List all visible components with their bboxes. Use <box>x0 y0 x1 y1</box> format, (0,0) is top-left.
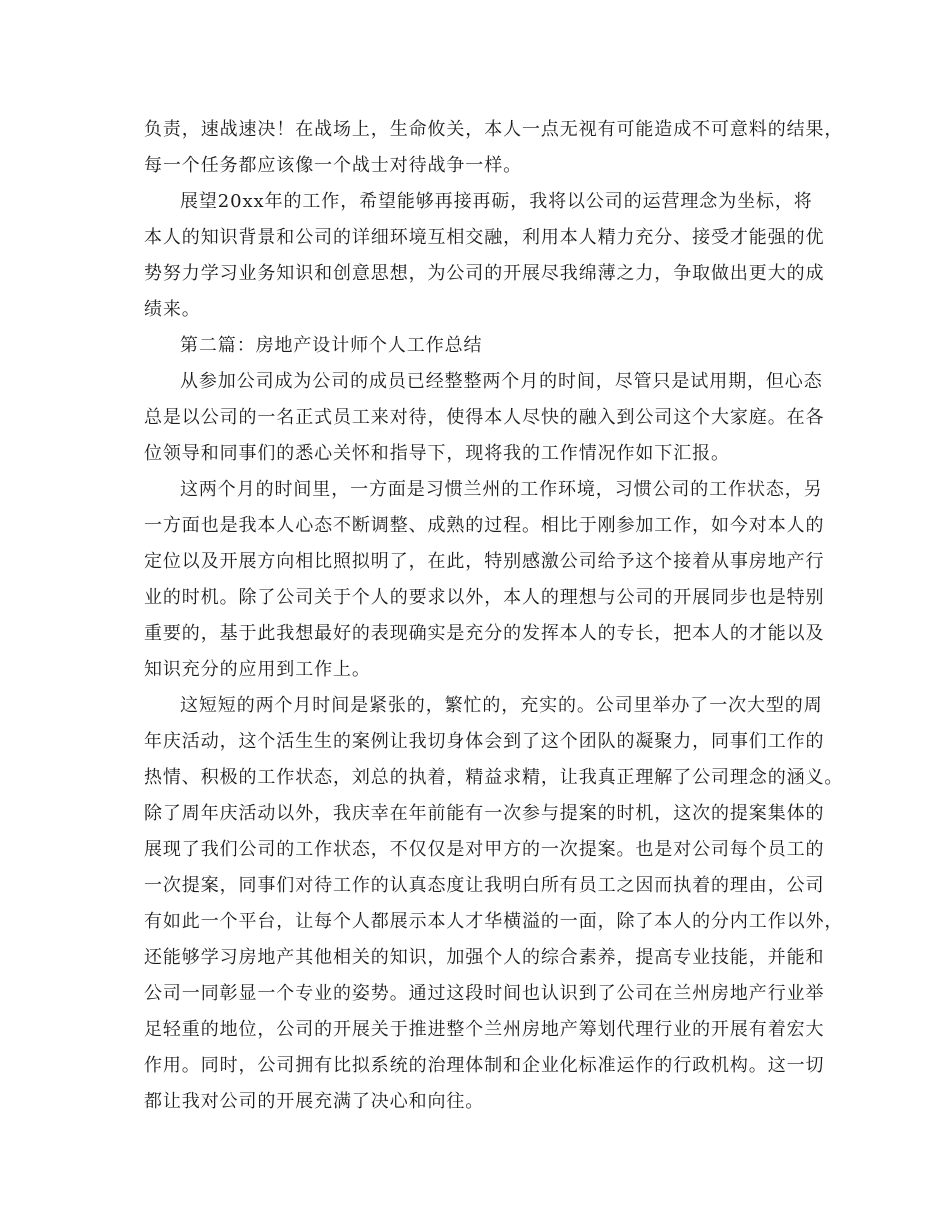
text-line: 都让我对公司的开展充满了决心和向往。 <box>144 1091 485 1112</box>
text-line: 作用。同时，公司拥有比拟系统的治理体制和企业化标准运作的行政机构。这一切 <box>144 1055 825 1076</box>
text-line: 每一个任务都应该像一个战士对待战争一样。 <box>144 155 522 176</box>
text-line: 有如此一个平台，让每个人都展示本人才华横溢的一面，除了本人的分内工作以外， <box>144 911 844 932</box>
text-line: 除了周年庆活动以外，我庆幸在年前能有一次参与提案的时机，这次的提案集体的 <box>144 803 825 824</box>
text-line: 从参加公司成为公司的成员已经整整两个月的时间，尽管只是试用期，但心态 <box>180 371 823 392</box>
text-line: 知识充分的应用到工作上。 <box>144 659 371 680</box>
text-line: 还能够学习房地产其他相关的知识，加强个人的综合素养，提高专业技能，并能和 <box>144 947 825 968</box>
text-line: 展望20xx年的工作，希望能够再接再砺，我将以公司的运营理念为坐标，将 <box>180 191 813 212</box>
text-line: 重要的，基于此我想最好的表现确实是充分的发挥本人的专长，把本人的才能以及 <box>144 623 825 644</box>
text-line: 这短短的两个月时间是紧张的，繁忙的，充实的。公司里举办了一次大型的周 <box>180 695 823 716</box>
text-line: 年庆活动，这个活生生的案例让我切身体会到了这个团队的凝聚力，同事们工作的 <box>144 731 825 752</box>
text-line: 本人的知识背景和公司的详细环境互相交融，利用本人精力充分、接受才能强的优 <box>144 227 825 248</box>
text-line: 第二篇：房地产设计师个人工作总结 <box>180 335 483 356</box>
text-line: 展现了我们公司的工作状态，不仅仅是对甲方的一次提案。也是对公司每个员工的 <box>144 839 825 860</box>
text-line: 足轻重的地位，公司的开展关于推进整个兰州房地产筹划代理行业的开展有着宏大 <box>144 1019 825 1040</box>
document-body <box>144 112 844 1120</box>
text-line: 热情、积极的工作状态，刘总的执着，精益求精，让我真正理解了公司理念的涵义。 <box>144 767 844 788</box>
text-line: 这两个月的时间里，一方面是习惯兰州的工作环境，习惯公司的工作状态，另 <box>180 479 823 500</box>
text-line: 负责，速战速决！在战场上，生命攸关，本人一点无视有可能造成不可意料的结果， <box>144 119 844 140</box>
text-line: 一次提案，同事们对待工作的认真态度让我明白所有员工之因而执着的理由，公司 <box>144 875 825 896</box>
text-line: 总是以公司的一名正式员工来对待，使得本人尽快的融入到公司这个大家庭。在各 <box>144 407 825 428</box>
text-line: 定位以及开展方向相比照拟明了，在此，特别感激公司给予这个接着从事房地产行 <box>144 551 825 572</box>
text-line: 业的时机。除了公司关于个人的要求以外，本人的理想与公司的开展同步也是特别 <box>144 587 825 608</box>
text-line: 位领导和同事们的悉心关怀和指导下，现将我的工作情况作如下汇报。 <box>144 443 730 464</box>
text-line: 公司一同彰显一个专业的姿势。通过这段时间也认识到了公司在兰州房地产行业举 <box>144 983 825 1004</box>
text-line: 一方面也是我本人心态不断调整、成熟的过程。相比于刚参加工作，如今对本人的 <box>144 515 825 536</box>
text-line: 绩来。 <box>144 299 201 320</box>
text-line: 势努力学习业务知识和创意思想，为公司的开展尽我绵薄之力，争取做出更大的成 <box>144 263 825 284</box>
